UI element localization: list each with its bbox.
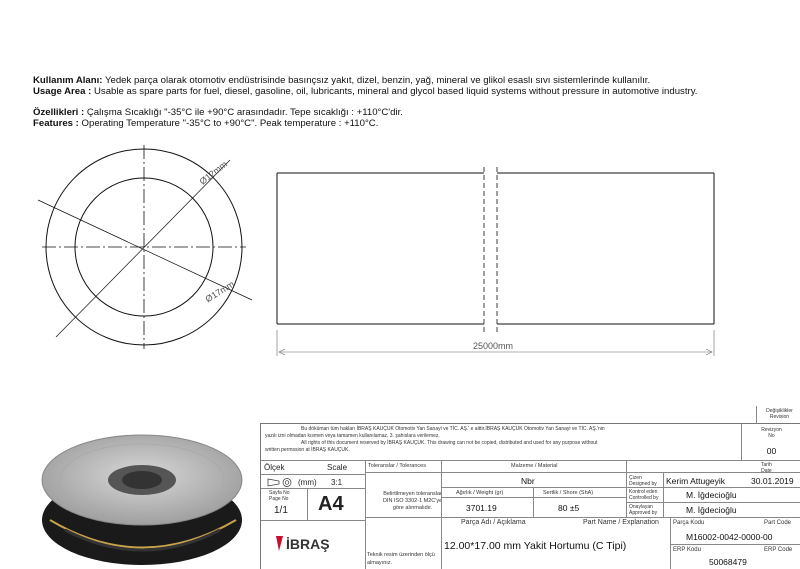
erp-label-en: ERP Code [764, 547, 793, 553]
part-name-label-tr: Parça Adı / Açıklama [461, 519, 526, 526]
date-value: 30.01.2019 [751, 476, 794, 486]
tolerance-text: Belirtilmeyen toleranslar DIN ISO 3302-1 M2C'ye göre alınmalıdır. [383, 491, 443, 511]
features-tr: Özellikleri : Çalışma Sıcaklığı "-35°C ile +90°C arasındadır. Tepe sıcaklığı : +110°C'dir. [33, 107, 403, 118]
copyright-en-2: written permssion at İBRAŞ KAUÇUK. [265, 447, 350, 453]
copyright-tr-2: yazılı izni olmadan kısmen veya tamamen kullanılamaz, 3. şahıslara verilemez. [265, 433, 440, 439]
scale-en-label: Scale [327, 463, 348, 472]
hose-reel-photo [30, 425, 255, 568]
hardness-label: Sertlik / Shore (ShA) [543, 490, 594, 496]
revision-no-label: Revizyon No [761, 427, 782, 439]
erp-label-tr: ERP Kodu [673, 547, 701, 553]
projection-symbol-icon [267, 477, 295, 488]
inner-diameter-label: Ø12mm [197, 159, 230, 187]
features-en: Features : Operating Temperature "-35°C to +90°C". Peak temperature : +110°C. [33, 118, 379, 129]
designed-value: Kerim Attugeyik [666, 476, 726, 486]
copyright-tr: Bu döküman tüm hakları İBRAŞ KAUÇUK Otomotiv Yan Sanayi ve TİC. AŞ.' e aittir.İBRAŞ KAUÇUK Otomotiv Yan Sanayi ve TİC. AŞ.'nin [301, 426, 605, 432]
technical-note: Teknik resim üzerinden ölçü almayınız. [367, 552, 435, 566]
part-code-label-en: Part Code [764, 520, 792, 526]
controlled-label: Kontrol eden Controlled by [629, 489, 659, 501]
copyright-en: All rights of this document reserved by İBRAŞ KAUÇUK. This drawing can not be copied, distributed and used for any purpose without [301, 440, 598, 446]
part-name-value: 12.00*17.00 mm Yakit Hortumu (C Tipi) [444, 540, 627, 552]
length-dimension-label: 25000mm [473, 341, 514, 351]
revision-no: 00 [766, 446, 777, 456]
part-code-label-tr: Parça Kodu [673, 520, 705, 526]
tolerance-label: Toleranslar / Tolerances [368, 463, 426, 469]
date-label: Tarih Date [761, 462, 772, 474]
erp-value: 50068479 [709, 557, 747, 567]
usage-area-tr: Kullanım Alanı: Yedek parça olarak otomotiv endüstrisinde basınçsız yakıt, dizel, benzin, yağ, mineral ve glikol esaslı sıvı sistemlerinde kullanılır. [33, 75, 651, 86]
approved-value: M. İğdecioğlu [686, 505, 737, 515]
ibras-logo [273, 534, 353, 554]
part-code-value: M16002-0042-0000-00 [686, 532, 773, 542]
outer-diameter-label: Ø17mm [203, 278, 236, 305]
controlled-value: M. İğdecioğlu [686, 490, 737, 500]
title-block [260, 408, 800, 569]
designed-label: Çizen Designed by [629, 475, 657, 487]
material-value: Nbr [521, 476, 535, 486]
approved-label: Onaylayan Approved by [629, 504, 658, 516]
scale-value: 3:1 [331, 478, 343, 487]
svg-text:İBRAŞ: İBRAŞ [286, 536, 330, 552]
weight-label: Ağırlık / Weight (gr) [456, 490, 504, 496]
scale-tr-label: Ölçek [264, 463, 285, 472]
material-label: Malzeme / Material [511, 463, 558, 469]
weight-value: 3701.19 [466, 503, 497, 513]
unit-label: (mm) [298, 478, 317, 487]
part-name-label-en: Part Name / Explanation [583, 519, 659, 526]
page-value: 1/1 [274, 505, 288, 516]
usage-area-en: Usage Area : Usable as spare parts for fuel, diesel, gasoline, oil, lubricants, mineral and glycol based liquid systems without pressure in automotive industry. [33, 86, 698, 97]
revision-header: Değişiklikler Revision [766, 408, 793, 420]
paper-size: A4 [318, 493, 344, 515]
page-label: Sayfa No Page No [269, 490, 290, 502]
hardness-value: 80 ±5 [558, 503, 580, 513]
